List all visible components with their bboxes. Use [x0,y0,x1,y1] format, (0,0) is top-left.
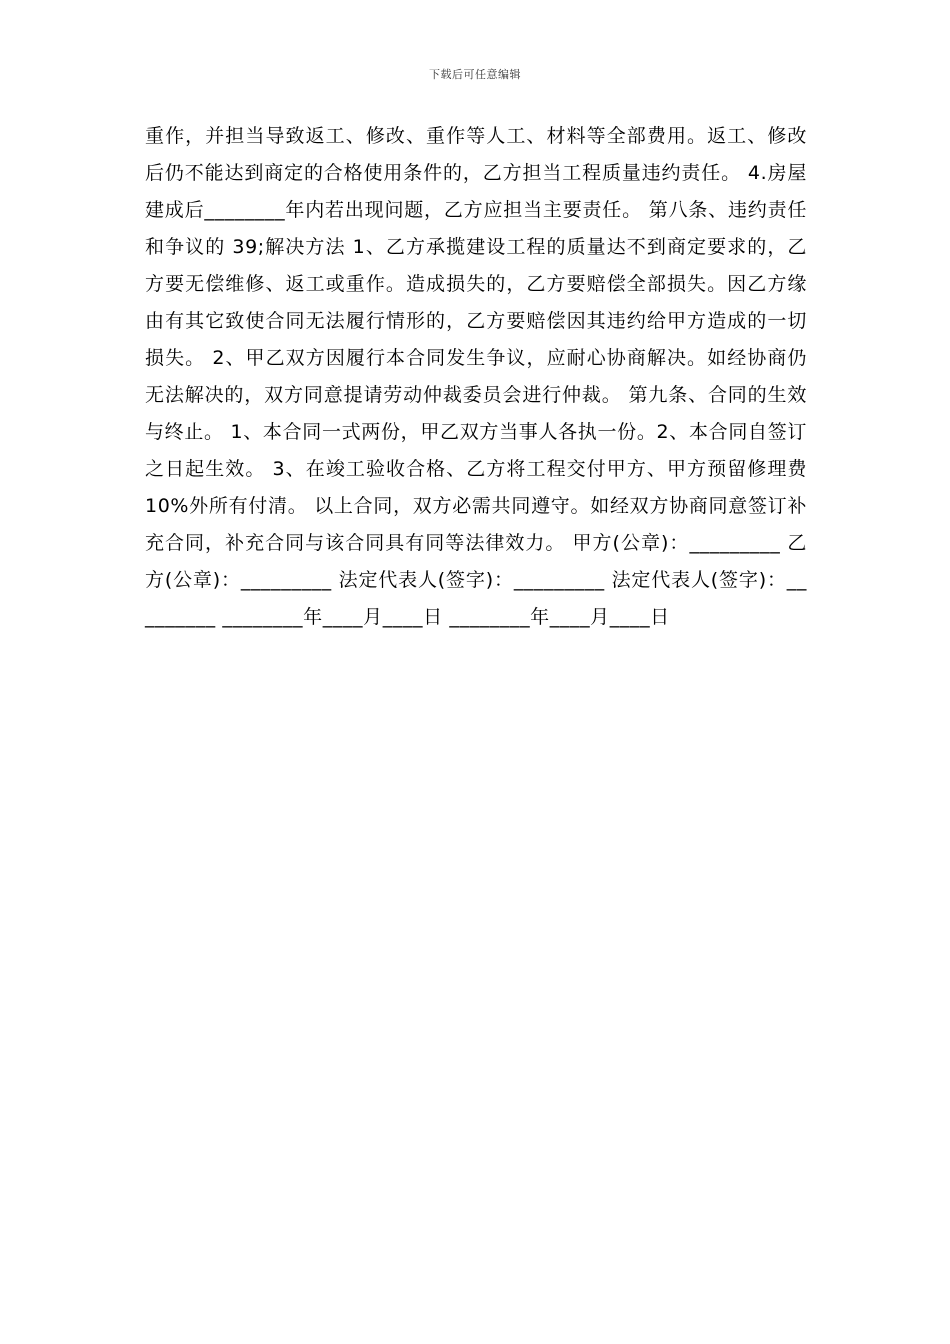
header-note: 下载后可任意编辑 [429,68,521,81]
contract-body-text: 重作，并担当导致返工、修改、重作等人工、材料等全部费用。返工、修改后仍不能达到商定的合格使用条件的，乙方担当工程质量违约责任。 4.房屋建成后________年内若出现问题，乙方应担当主要责任。 第八条、违约责任和争议的 39;解决方法 1、乙方承揽建设工程的质量达不到商定要求的，乙方要无偿维修、返工或重作。造成损失的，乙方要赔偿全部损失。因乙方缘由有其它致使合同无法履行情形的，乙方要赔偿因其违约给甲方造成的一切损失。 2、甲乙双方因履行本合同发生争议，应耐心协商解决。如经协商仍无法解决的，双方同意提请劳动仲裁委员会进行仲裁。 第九条、合同的生效与终止。 1、本合同一式两份，甲乙双方当事人各执一份。2、本合同自签订之日起生效。 3、在竣工验收合格、乙方将工程交付甲方、甲方预留修理费 10%外所有付清。 以上合同，双方必需共同遵守。如经双方协商同意签订补充合同，补充合同与该合同具有同等法律效力。 甲方(公章)：_________ 乙方(公章)：_________ 法定代表人(签字)：_________ 法定代表人(签字)：_________ ________年____月____日 ________年____月____日 [145,125,807,628]
